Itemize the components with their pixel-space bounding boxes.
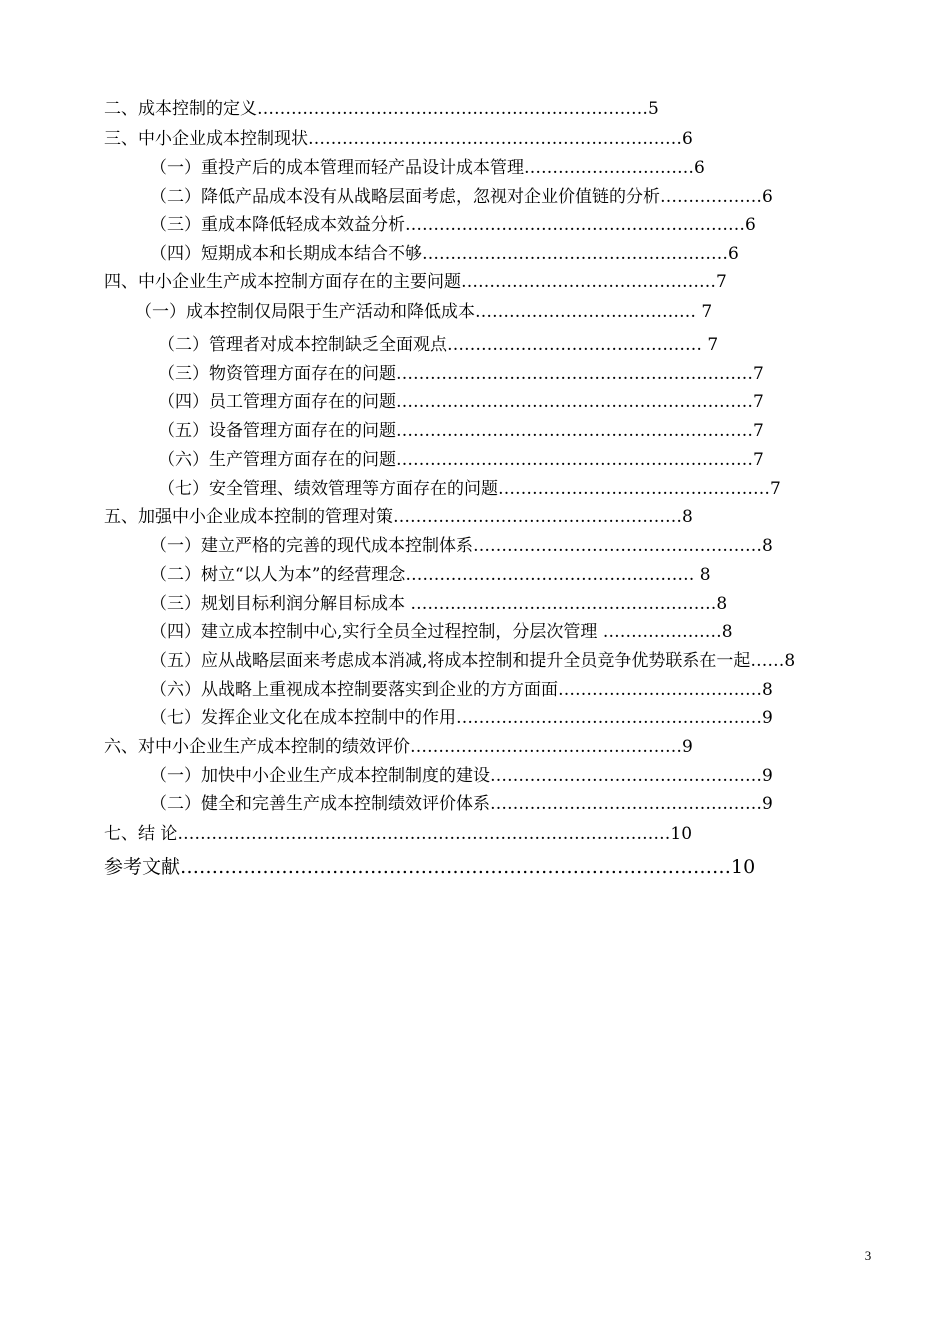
toc-entry-section-3-3 — [150, 213, 844, 237]
toc-entry-section-7 — [104, 822, 820, 846]
toc-entry-section-5-2 — [150, 563, 850, 587]
toc-entry-text: 七、结 论……………………………………………………………………………10 — [104, 824, 693, 844]
toc-entry-text: （二）管理者对成本控制缺乏全面观点……………………………………… 7 — [158, 335, 719, 355]
toc-entry-text: 参考文献……………………………………………………………………………10 — [104, 856, 756, 878]
toc-entry-text: （二）树立“以人为本”的经营理念…………………………………………… 8 — [150, 565, 711, 585]
toc-entry-text: （二）健全和完善生产成本控制绩效评价体系…………………………………………9 — [150, 794, 773, 814]
toc-entry-text: 四、中小企业生产成本控制方面存在的主要问题………………………………………7 — [104, 272, 727, 292]
toc-entry-text: （三）重成本降低轻成本效益分析……………………………………………………6 — [150, 215, 756, 235]
toc-entry-text: （六）从战略上重视成本控制要落实到企业的方方面面………………………………8 — [150, 680, 773, 700]
toc-entry-section-4-5 — [158, 419, 844, 443]
toc-entry-section-4-1 — [135, 300, 835, 324]
toc-entry-section-4-4 — [158, 390, 844, 414]
page-number: 3 — [864, 1248, 872, 1263]
toc-entry-section-5-6 — [150, 678, 864, 702]
toc-entry-text: （四）员工管理方面存在的问题………………………………………………………7 — [158, 392, 764, 412]
toc-entry-text: （一）加快中小企业生产成本控制制度的建设…………………………………………9 — [150, 766, 773, 786]
toc-entry-references — [104, 855, 820, 879]
toc-entry-text: 五、加强中小企业成本控制的管理对策……………………………………………8 — [104, 507, 693, 527]
toc-entry-text: （七）安全管理、绩效管理等方面存在的问题…………………………………………7 — [158, 479, 781, 499]
toc-entry-section-5 — [104, 505, 840, 529]
toc-entry-text: （二）降低产品成本没有从战略层面考虑，忽视对企业价值链的分析………………6 — [150, 187, 773, 207]
toc-entry-section-2 — [104, 97, 826, 121]
toc-entry-text: （五）设备管理方面存在的问题………………………………………………………7 — [158, 421, 764, 441]
toc-entry-text: （一）重投产后的成本管理而轻产品设计成本管理…………………………6 — [150, 158, 705, 178]
toc-entry-section-4-7 — [158, 477, 858, 501]
toc-entry-section-5-1 — [150, 534, 850, 558]
toc-entry-section-3-2 — [150, 185, 862, 209]
toc-entry-text: （一）成本控制仅局限于生产活动和降低成本………………………………… 7 — [135, 302, 713, 322]
toc-entry-text: 六、对中小企业生产成本控制的绩效评价…………………………………………9 — [104, 737, 693, 757]
toc-entry-text: （七）发挥企业文化在成本控制中的作用………………………………………………9 — [150, 708, 773, 728]
toc-entry-section-5-7 — [150, 706, 850, 730]
toc-entry-section-6-1 — [150, 764, 850, 788]
toc-entry-section-3-1 — [150, 156, 826, 180]
toc-entry-section-4 — [104, 270, 856, 294]
toc-entry-text: （四）建立成本控制中心,实行全员全过程控制，分层次管理 …………………8 — [150, 622, 733, 642]
toc-entry-text: （三）规划目标利润分解目标成本 ………………………………………………8 — [150, 594, 728, 614]
toc-entry-section-5-5 — [150, 649, 876, 673]
toc-entry-text: （六）生产管理方面存在的问题………………………………………………………7 — [158, 450, 764, 470]
toc-entry-section-6 — [104, 735, 838, 759]
toc-entry-section-3-4 — [150, 242, 844, 266]
toc-entry-section-5-4 — [150, 620, 862, 644]
toc-entry-section-4-6 — [158, 448, 844, 472]
toc-entry-text: 三、中小企业成本控制现状…………………………………………………………6 — [104, 129, 693, 149]
toc-entry-text: （五）应从战略层面来考虑成本消减,将成本控制和提升全员竞争优势联系在一起……8 — [150, 651, 796, 671]
toc-entry-text: （四）短期成本和长期成本结合不够………………………………………………6 — [150, 244, 739, 264]
toc-entry-section-4-3 — [158, 362, 844, 386]
toc-entry-section-6-2 — [150, 792, 850, 816]
toc-entry-section-5-3 — [150, 592, 850, 616]
toc-entry-section-3 — [104, 127, 826, 151]
toc-entry-text: 二、成本控制的定义……………………………………………………………5 — [104, 99, 659, 119]
toc-entry-text: （一）建立严格的完善的现代成本控制体系……………………………………………8 — [150, 536, 773, 556]
toc-entry-text: （三）物资管理方面存在的问题………………………………………………………7 — [158, 364, 764, 384]
toc-entry-section-4-2 — [158, 333, 854, 357]
